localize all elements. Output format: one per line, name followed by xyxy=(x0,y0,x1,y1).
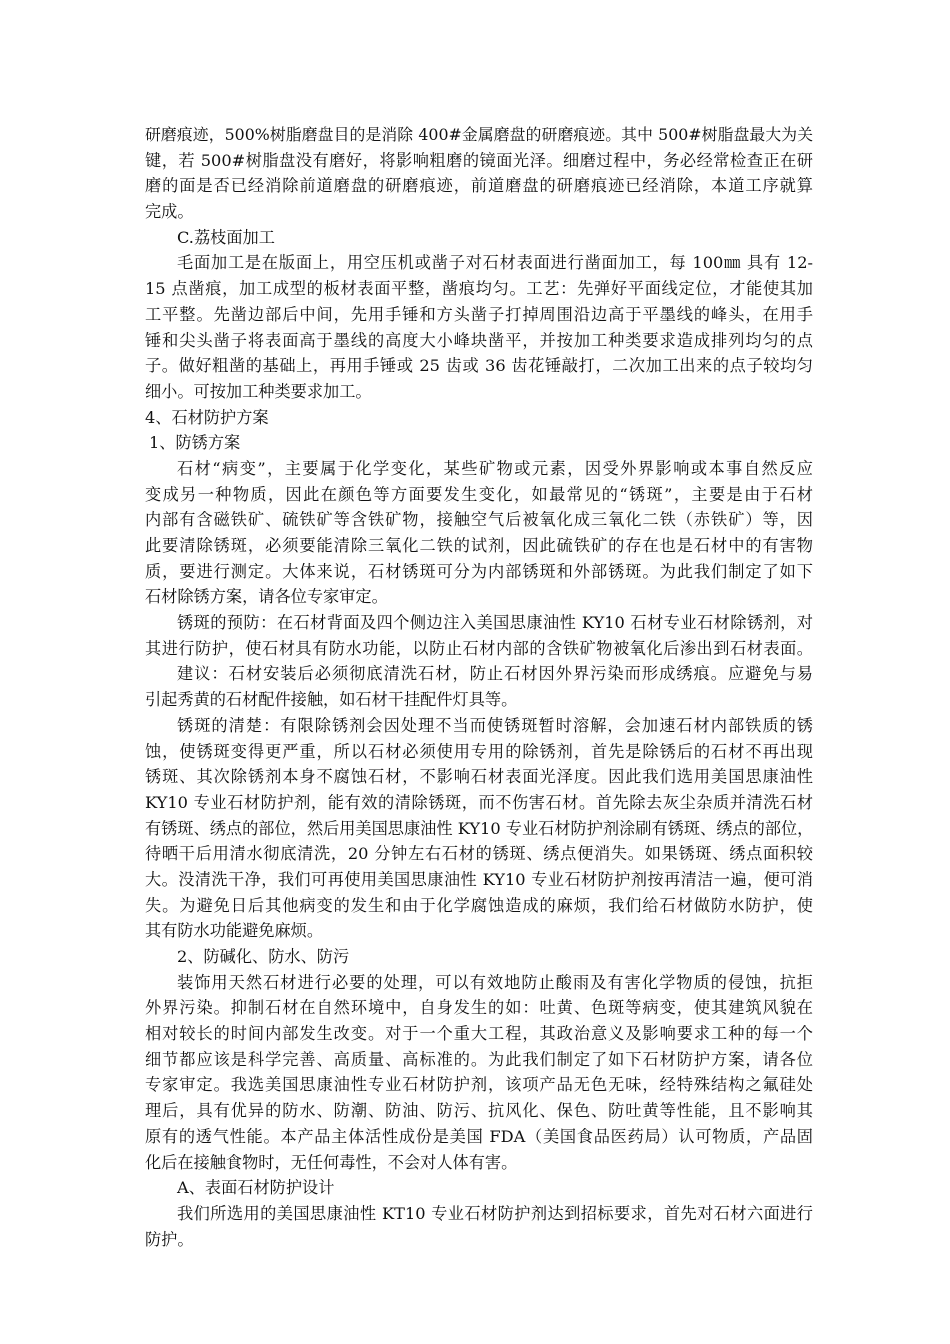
text-line: 磨的面是否已经消除前道磨盘的研磨痕迹，前道磨盘的研磨痕迹已经消除，本道工序就算 xyxy=(145,176,813,196)
text-line: A、表面石材防护设计 xyxy=(177,1178,335,1198)
text-line: 相对较长的时间内部发生改变。对于一个重大工程，其政治意义及影响要求工种的每一个 xyxy=(145,1024,813,1044)
text-line: 锤和尖头凿子将表面高于墨线的高度大小峰块凿平，并按加工种类要求造成排列均匀的点 xyxy=(145,330,813,350)
text-line: 质，要进行测定。大体来说，石材锈斑可分为内部锈斑和外部锈斑。为此我们制定了如下 xyxy=(145,561,813,581)
text-line: 1、防锈方案 xyxy=(149,433,241,453)
text-line: 完成。 xyxy=(145,202,194,222)
text-line: KY10 专业石材防护剂，能有效的清除锈斑，而不伤害石材。首先除去灰尘杂质并清洗石材 xyxy=(145,792,813,812)
text-line: 子。做好粗凿的基础上，再用手锤或 25 齿或 36 齿花锤敲打，二次加工出来的点子较均匀 xyxy=(145,356,813,376)
text-line: 化后在接触食物时，无任何毒性，不会对人体有害。 xyxy=(145,1152,518,1172)
text-line: 锈斑、其次除锈剂本身不腐蚀石材，不影响石材表面光泽度。因此我们选用美国思康油性 xyxy=(145,767,813,787)
text-line: 细节都应该是科学完善、高质量、高标准的。为此我们制定了如下石材防护方案，请各位 xyxy=(145,1049,813,1069)
text-line: 引起秀黄的石材配件接触，如石材干挂配件灯具等。 xyxy=(145,690,518,710)
text-line: 其进行防护，使石材具有防水功能，以防止石材内部的含铁矿物被氧化后渗出到石材表面。 xyxy=(145,638,813,658)
text-line: 石材除锈方案，请各位专家审定。 xyxy=(145,587,388,607)
text-line: C.荔枝面加工 xyxy=(177,227,275,247)
text-line: 理后，具有优异的防水、防潮、防油、防污、抗风化、保色、防吐黄等性能，且不影响其 xyxy=(145,1101,813,1121)
text-line: 15 点凿痕，加工成型的板材表面平整，凿痕均匀。工艺：先弹好平面线定位，才能使其加 xyxy=(145,279,813,299)
text-line: 大。没清洗干净，我们可再使用美国思康油性 KY10 专业石材防护剂按再清洁一遍，便可消 xyxy=(145,869,813,889)
text-line: 此要清除锈斑，必须要能清除三氧化二铁的试剂，因此硫铁矿的存在也是石材中的有害物 xyxy=(145,536,813,555)
text-line: 内部有含磁铁矿、硫铁矿等含铁矿物，接触空气后被氧化成三氧化二铁（赤铁矿）等，因 xyxy=(145,510,813,530)
text-line: 2、防碱化、防水、防污 xyxy=(177,947,350,966)
text-line: 变成另一种物质，因此在颜色等方面要发生变化，如最常见的“锈斑”，主要是由于石材 xyxy=(145,484,813,504)
text-line: 有锈斑、绣点的部位，然后用美国思康油性 KY10 专业石材防护剂涂刷有锈斑、绣点的部位， xyxy=(145,818,814,838)
text-line: 细小。可按加工种类要求加工。 xyxy=(145,381,372,401)
text-line: 待晒干后用清水彻底清洗，20 分钟左右石材的锈斑、绣点便消失。如果锈斑、绣点面积较 xyxy=(145,844,813,864)
text-line: 键，若 500#树脂盘没有磨好，将影响粗磨的镜面光泽。细磨过程中，务必经常检查正在研 xyxy=(145,150,813,170)
text-line: 4、石材防护方案 xyxy=(145,407,269,427)
text-line: 锈斑的预防：在石材背面及四个侧边注入美国思康油性 KY10 石材专业石材除锈剂，对 xyxy=(177,613,813,633)
text-line: 蚀，使锈斑变得更严重，所以石材必须使用专用的除锈剂，首先是除锈后的石材不再出现 xyxy=(145,741,813,761)
text-line: 毛面加工是在版面上，用空压机或凿子对石材表面进行凿面加工，每 100㎜ 具有 12- xyxy=(177,253,813,273)
text-line: 装饰用天然石材进行必要的处理，可以有效地防止酸雨及有害化学物质的侵蚀，抗拒 xyxy=(177,972,813,992)
text-line: 其有防水功能避免麻烦。 xyxy=(145,921,324,941)
text-line: 建议：石材安装后必须彻底清洗石材，防止石材因外界污染而形成绣痕。应避免与易 xyxy=(177,664,813,684)
text-line: 工平整。先凿边部后中间，先用手锤和方头凿子打掉周围沿边高于平墨线的峰头，在用手 xyxy=(145,304,813,324)
text-line: 防护。 xyxy=(145,1229,194,1249)
text-line: 外界污染。抑制石材在自然环境中，自身发生的如：吐黄、色斑等病变，使其建筑风貌在 xyxy=(145,998,813,1018)
text-line: 原有的透气性能。本产品主体活性成份是美国 FDA（美国食品医药局）认可物质，产品固 xyxy=(145,1126,813,1146)
text-line: 专家审定。我选美国思康油性专业石材防护剂，该项产品无色无味，经特殊结构之氟硅处 xyxy=(145,1075,813,1095)
text-line: 锈斑的清楚：有限除锈剂会因处理不当而使锈斑暂时溶解，会加速石材内部铁质的锈 xyxy=(177,715,813,735)
document-page xyxy=(145,122,813,1252)
text-line: 失。为避免日后其他病变的发生和由于化学腐蚀造成的麻烦，我们给石材做防水防护，使 xyxy=(145,895,813,915)
text-line: 研磨痕迹，500%树脂磨盘目的是消除 400#金属磨盘的研磨痕迹。其中 500#树脂盘最大为关 xyxy=(145,125,813,144)
text-line: 我们所选用的美国思康油性 KT10 专业石材防护剂达到招标要求，首先对石材六面进行 xyxy=(177,1203,813,1223)
text-line: 石材“病变”，主要属于化学变化，某些矿物或元素，因受外界影响或本事自然反应 xyxy=(177,458,813,478)
